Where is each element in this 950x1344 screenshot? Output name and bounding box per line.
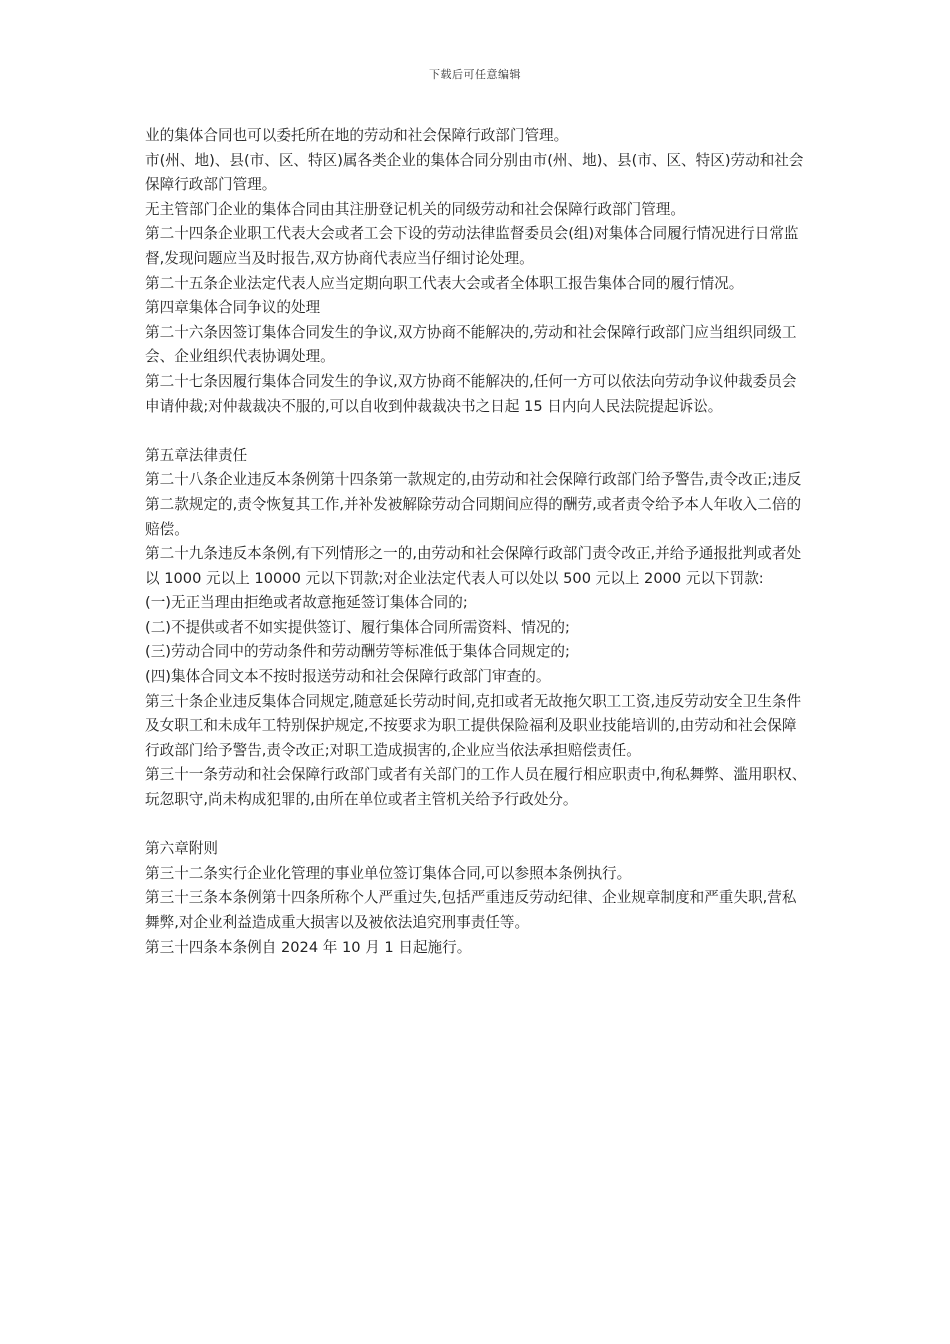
paragraph: 第二十九条违反本条例,有下列情形之一的,由劳动和社会保障行政部门责令改正,并给予通报批判或者处以 1000 元以上 10000 元以下罚款;对企业法定代表人可以处以 500 元以上 2000 元以下罚款: (145, 545, 802, 587)
paragraph: 第三十条企业违反集体合同规定,随意延长劳动时间,克扣或者无故拖欠职工工资,违反劳动安全卫生条件及女职工和未成年工特别保护规定,不按要求为职工提供保险福利及职业技能培训的,由劳动和社会保障行政部门给予警告,责令改正;对职工造成损害的,企业应当依法承担赔偿责任。 (145, 692, 802, 759)
paragraph: 第二十五条企业法定代表人应当定期向职工代表大会或者全体职工报告集体合同的履行情况。 (145, 274, 744, 292)
list-item: (四)集体合同文本不按时报送劳动和社会保障行政部门审查的。 (145, 668, 551, 686)
paragraph: 无主管部门企业的集体合同由其注册登记机关的同级劳动和社会保障行政部门管理。 (145, 200, 685, 218)
blank-line (145, 419, 810, 444)
paragraph: 第二十六条因签订集体合同发生的争议,双方协商不能解决的,劳动和社会保障行政部门应当组织同级工会、企业组织代表协调处理。 (145, 323, 797, 366)
blank-line (145, 813, 810, 838)
paragraph: 第二十七条因履行集体合同发生的争议,双方协商不能解决的,任何一方可以依法向劳动争议仲裁委员会申请仲裁;对仲裁裁决不服的,可以自收到仲裁裁决书之日起 15 日内向人民法院提起诉讼。 (145, 372, 797, 415)
paragraph: 业的集体合同也可以委托所在地的劳动和社会保障行政部门管理。 (145, 127, 569, 144)
chapter-heading: 第六章附则 (145, 840, 218, 858)
chapter-heading: 第五章法律责任 (145, 446, 248, 464)
paragraph: 第三十三条本条例第十四条所称个人严重过失,包括严重违反劳动纪律、企业规章制度和严重失职,营私舞弊,对企业利益造成重大损害以及被依法追究刑事责任等。 (145, 889, 797, 931)
page-header-note: 下载后可任意编辑 (429, 68, 521, 81)
paragraph: 第三十二条实行企业化管理的事业单位签订集体合同,可以参照本条例执行。 (145, 864, 632, 882)
paragraph: 第三十一条劳动和社会保障行政部门或者有关部门的工作人员在履行相应职责中,徇私舞弊、滥用职权、玩忽职守,尚未构成犯罪的,由所在单位或者主管机关给予行政处分。 (145, 766, 807, 809)
list-item: (二)不提供或者不如实提供签订、履行集体合同所需资料、情况的; (145, 618, 570, 636)
chapter-heading: 第四章集体合同争议的处理 (145, 299, 321, 317)
list-item: (一)无正当理由拒绝或者故意拖延签订集体合同的; (145, 594, 468, 612)
paragraph: 第二十八条企业违反本条例第十四条第一款规定的,由劳动和社会保障行政部门给予警告,责令改正;违反第二款规定的,责令恢复其工作,并补发被解除劳动合同期间应得的酬劳,或者责令给予本人年收入二倍的赔偿。 (145, 471, 802, 538)
list-item: (三)劳动合同中的劳动条件和劳动酬劳等标准低于集体合同规定的; (145, 643, 570, 661)
paragraph: 市(州、地)、县(市、区、特区)属各类企业的集体合同分别由市(州、地)、县(市、区、特区)劳动和社会保障行政部门管理。 (145, 151, 804, 194)
document-body (145, 124, 810, 960)
paragraph: 第二十四条企业职工代表大会或者工会下设的劳动法律监督委员会(组)对集体合同履行情况进行日常监督,发现问题应当及时报告,双方协商代表应当仔细讨论处理。 (145, 225, 799, 267)
paragraph: 第三十四条本条例自 2024 年 10 月 1 日起施行。 (145, 938, 472, 956)
